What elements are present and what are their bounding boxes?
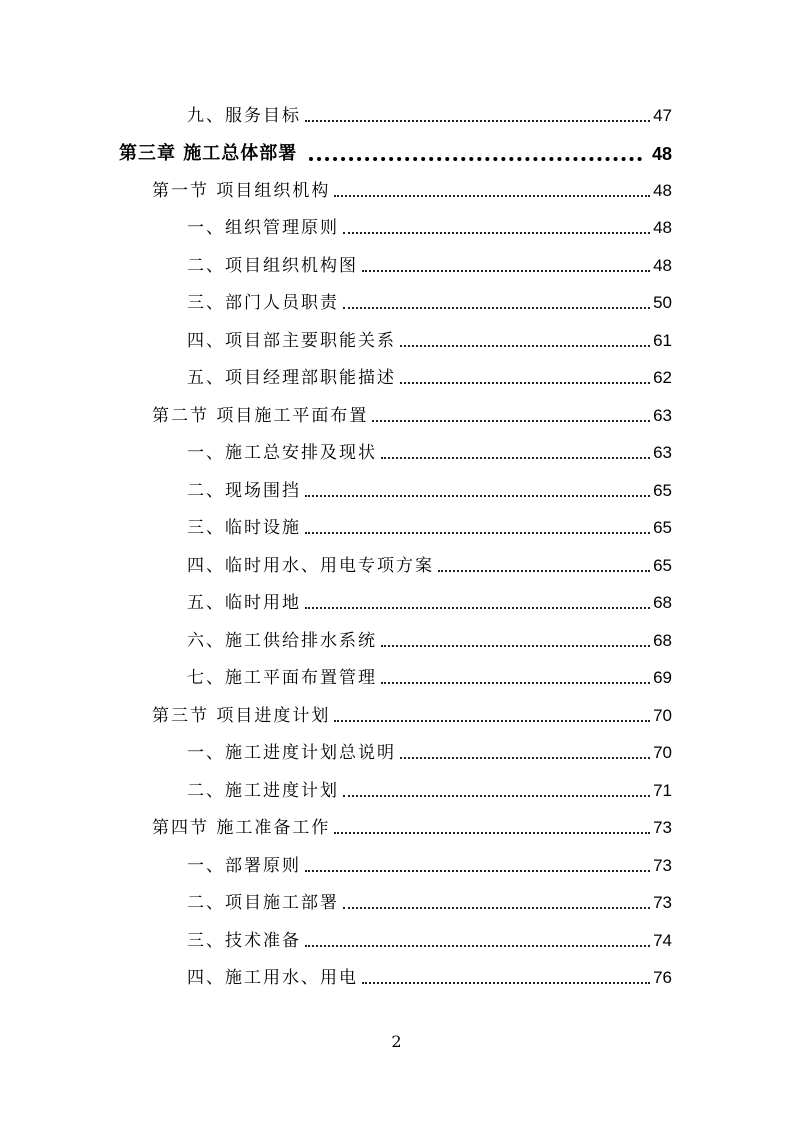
toc-entry-page: 63 bbox=[653, 406, 672, 425]
dot-leader bbox=[305, 120, 650, 122]
toc-entry-label: 六、施工供给排水系统 bbox=[187, 631, 377, 651]
toc-entry-label: 二、项目组织机构图 bbox=[187, 256, 358, 276]
toc-entry[interactable] bbox=[187, 287, 672, 315]
toc-entry-label: 一、施工总安排及现状 bbox=[187, 443, 377, 463]
toc-entry-label: 一、组织管理原则 bbox=[187, 218, 339, 238]
toc-entry-label: 第二节 项目施工平面布置 bbox=[152, 406, 369, 426]
toc-entry[interactable] bbox=[187, 962, 672, 990]
dot-leader bbox=[305, 532, 650, 534]
toc-entry[interactable] bbox=[187, 100, 672, 128]
toc-entry-label: 四、临时用水、用电专项方案 bbox=[187, 556, 434, 576]
toc-entry-page: 68 bbox=[653, 593, 672, 612]
dot-leader bbox=[305, 607, 650, 609]
dot-leader bbox=[400, 757, 650, 759]
toc-entry[interactable] bbox=[187, 550, 672, 578]
dot-leader bbox=[334, 832, 650, 834]
toc-entry-page: 73 bbox=[653, 856, 672, 875]
toc-entry-label: 三、部门人员职责 bbox=[187, 293, 339, 313]
toc-entry-page: 65 bbox=[653, 518, 672, 537]
toc-entry-label: 五、临时用地 bbox=[187, 593, 301, 613]
toc-section-entry[interactable] bbox=[152, 175, 672, 203]
dot-leader bbox=[343, 307, 650, 309]
dot-leader bbox=[305, 945, 650, 947]
toc-entry-page: 69 bbox=[653, 668, 672, 687]
toc-entry-label: 五、项目经理部职能描述 bbox=[187, 368, 396, 388]
dot-leader bbox=[381, 682, 650, 684]
toc-entry[interactable] bbox=[187, 437, 672, 465]
dot-leader bbox=[362, 982, 650, 984]
toc-entry[interactable] bbox=[187, 625, 672, 653]
dot-leader bbox=[343, 795, 650, 797]
toc-entry[interactable] bbox=[187, 850, 672, 878]
toc-entry-label: 第一节 项目组织机构 bbox=[152, 181, 331, 201]
toc-chapter-entry[interactable] bbox=[119, 138, 672, 166]
dot-leader bbox=[362, 270, 650, 272]
toc-entry-label: 三、技术准备 bbox=[187, 931, 301, 951]
toc-entry-page: 48 bbox=[651, 144, 672, 164]
dot-leader bbox=[400, 382, 650, 384]
toc-entry-page: 70 bbox=[653, 706, 672, 725]
toc-entry-page: 73 bbox=[653, 893, 672, 912]
dot-leader bbox=[305, 870, 650, 872]
toc-entry-label: 七、施工平面布置管理 bbox=[187, 668, 377, 688]
dot-leader bbox=[400, 345, 650, 347]
toc-entry[interactable] bbox=[187, 587, 672, 615]
dot-leader bbox=[309, 157, 642, 161]
toc-entry[interactable] bbox=[187, 887, 672, 915]
toc-entry-label: 二、施工进度计划 bbox=[187, 781, 339, 801]
toc-entry-page: 65 bbox=[653, 481, 672, 500]
toc-entry[interactable] bbox=[187, 737, 672, 765]
toc-entry-page: 68 bbox=[653, 631, 672, 650]
toc-entry-page: 48 bbox=[653, 218, 672, 237]
toc-entry-label: 四、项目部主要职能关系 bbox=[187, 331, 396, 351]
dot-leader bbox=[381, 645, 650, 647]
toc-section-entry[interactable] bbox=[152, 700, 672, 728]
toc-entry-page: 63 bbox=[653, 443, 672, 462]
toc-entry-page: 47 bbox=[653, 106, 672, 125]
toc-entry-label: 九、服务目标 bbox=[187, 106, 301, 126]
toc-entry-label: 第三节 项目进度计划 bbox=[152, 706, 331, 726]
toc-entry-label: 三、临时设施 bbox=[187, 518, 301, 538]
toc-entry-page: 73 bbox=[653, 818, 672, 837]
dot-leader bbox=[334, 720, 650, 722]
toc-entry-page: 50 bbox=[653, 293, 672, 312]
toc-entry-page: 74 bbox=[653, 931, 672, 950]
toc-entry-page: 65 bbox=[653, 556, 672, 575]
toc-entry[interactable] bbox=[187, 512, 672, 540]
page-number: 2 bbox=[391, 1032, 402, 1051]
toc-entry-page: 71 bbox=[653, 781, 672, 800]
dot-leader bbox=[334, 195, 650, 197]
toc-entry-page: 70 bbox=[653, 743, 672, 762]
toc-entry-page: 62 bbox=[653, 368, 672, 387]
toc-entry-label: 第三章 施工总体部署 bbox=[119, 143, 298, 164]
toc-entry-label: 一、部署原则 bbox=[187, 856, 301, 876]
toc-entry[interactable] bbox=[187, 775, 672, 803]
dot-leader bbox=[343, 232, 650, 234]
toc-entry-page: 76 bbox=[653, 968, 672, 987]
toc-entry-page: 48 bbox=[653, 181, 672, 200]
toc-entry-label: 二、现场围挡 bbox=[187, 481, 301, 501]
toc-entry-label: 四、施工用水、用电 bbox=[187, 968, 358, 988]
toc-section-entry[interactable] bbox=[152, 812, 672, 840]
toc-section-entry[interactable] bbox=[152, 400, 672, 428]
toc-entry[interactable] bbox=[187, 925, 672, 953]
toc-entry-page: 61 bbox=[653, 331, 672, 350]
toc-entry[interactable] bbox=[187, 325, 672, 353]
toc-entry-page: 48 bbox=[653, 256, 672, 275]
toc-entry-label: 第四节 施工准备工作 bbox=[152, 818, 331, 838]
dot-leader bbox=[372, 420, 650, 422]
toc-entry[interactable] bbox=[187, 475, 672, 503]
toc-entry-label: 一、施工进度计划总说明 bbox=[187, 743, 396, 763]
dot-leader bbox=[343, 907, 650, 909]
toc-entry[interactable] bbox=[187, 250, 672, 278]
toc-entry[interactable] bbox=[187, 362, 672, 390]
toc-entry[interactable] bbox=[187, 212, 672, 240]
toc-entry-label: 二、项目施工部署 bbox=[187, 893, 339, 913]
dot-leader bbox=[438, 570, 650, 572]
dot-leader bbox=[381, 457, 650, 459]
dot-leader bbox=[305, 495, 650, 497]
toc-entry[interactable] bbox=[187, 662, 672, 690]
